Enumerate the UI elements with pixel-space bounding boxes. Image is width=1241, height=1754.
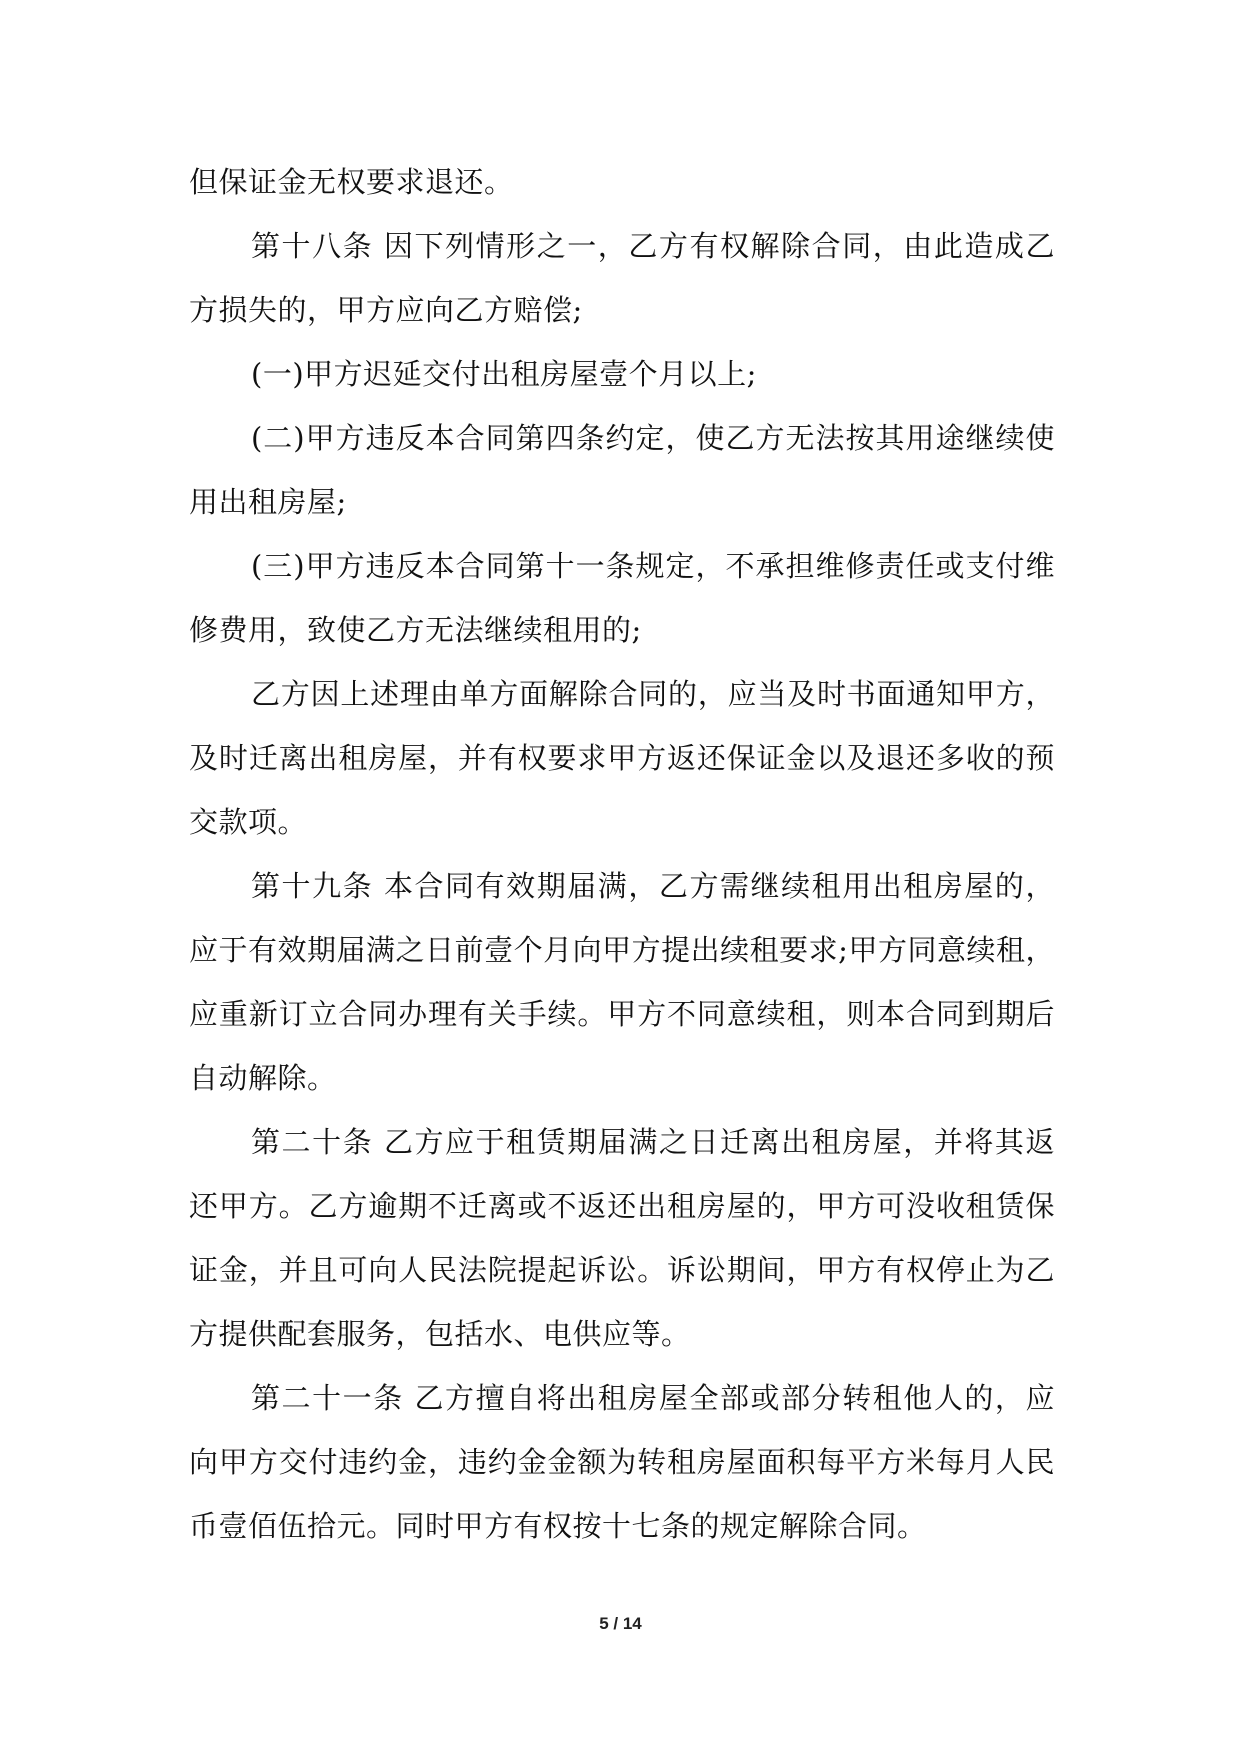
paragraph-item-2: (二)甲方违反本合同第四条约定，使乙方无法按其用途继续使用出租房屋; <box>189 421 1055 519</box>
paragraph-continuation: 但保证金无权要求退还。 <box>189 165 514 199</box>
paragraph-item-1: (一)甲方迟延交付出租房屋壹个月以上; <box>251 357 757 391</box>
page-number: 5 / 14 <box>599 1614 642 1633</box>
paragraph-article-20: 第二十条 乙方应于租赁期届满之日迁离出租房屋，并将其返还甲方。乙方逾期不迁离或不返还出租房屋的，甲方可没收租赁保证金，并且可向人民法院提起诉讼。诉讼期间，甲方有权停止为乙方提供配套服务，包括水、电供应等。 <box>189 1125 1055 1351</box>
paragraph-item-3: (三)甲方违反本合同第十一条规定，不承担维修责任或支付维修费用，致使乙方无法继续租用的; <box>189 549 1055 647</box>
document-body <box>189 150 1055 1558</box>
paragraph-termination-notice: 乙方因上述理由单方面解除合同的，应当及时书面通知甲方，及时迁离出租房屋，并有权要求甲方返还保证金以及退还多收的预交款项。 <box>189 677 1055 839</box>
paragraph-article-19: 第十九条 本合同有效期届满，乙方需继续租用出租房屋的，应于有效期届满之日前壹个月向甲方提出续租要求;甲方同意续租，应重新订立合同办理有关手续。甲方不同意续租，则本合同到期后自动解除。 <box>189 869 1055 1095</box>
paragraph-article-18: 第十八条 因下列情形之一，乙方有权解除合同，由此造成乙方损失的，甲方应向乙方赔偿; <box>189 229 1055 327</box>
paragraph-article-21: 第二十一条 乙方擅自将出租房屋全部或部分转租他人的，应向甲方交付违约金，违约金金额为转租房屋面积每平方米每月人民币壹佰伍拾元。同时甲方有权按十七条的规定解除合同。 <box>189 1381 1055 1543</box>
